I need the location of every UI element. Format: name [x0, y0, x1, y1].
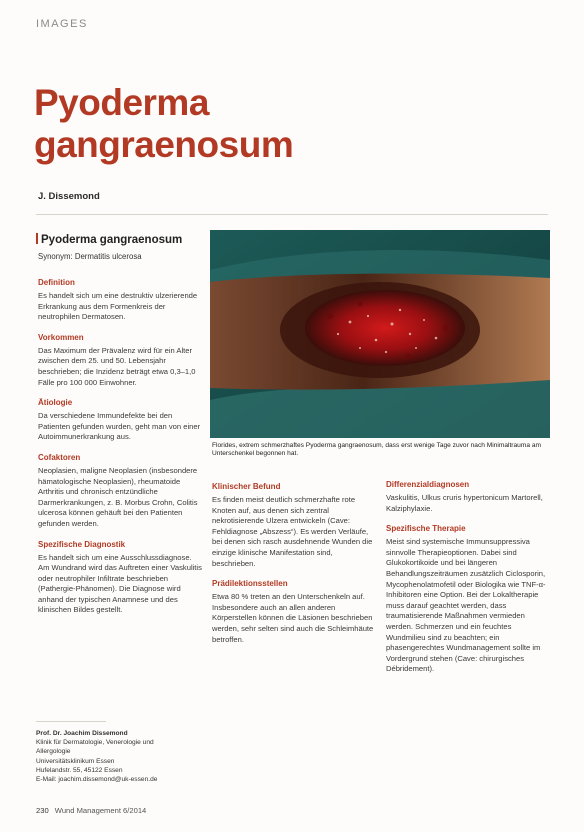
clinical-photo	[210, 230, 550, 438]
divider	[36, 214, 548, 215]
entry-title-text: Pyoderma gangraenosum	[41, 234, 183, 246]
heading-vorkommen: Vorkommen	[38, 332, 84, 342]
text-befund: Es finden meist deutlich schmerzhafte rote Knoten auf, aus denen sich zentral nekrotisierende Ulzera entwickeln (Cave: Fehldiagnose „Abszess“). Es werden Verläufe, bei denen sich rasch ausdehnende Wunden die einzige klinische Manifestation sind, beschrieben.	[212, 495, 373, 568]
affiliation-name: Prof. Dr. Joachim Dissemond	[36, 730, 128, 737]
author-name: J. Dissemond	[38, 191, 100, 202]
text-aetiologie: Da verschiedene Immundefekte bei den Patienten gefunden wurden, geht man von einer Autoimmunerkrankung aus.	[38, 411, 201, 442]
journal-name: Wund Management 6/2014	[54, 806, 147, 815]
text-definition: Es handelt sich um eine destruktiv ulzerierende Erkrankung aus dem Formenkreis der neutrophilen Dermatosen.	[38, 291, 198, 322]
affiliation-line: Klinik für Dermatologie, Venerologie und	[36, 739, 154, 747]
affiliation-email: E-Mail: joachim.dissemond@uk-essen.de	[36, 776, 158, 784]
page-number: 230	[36, 806, 49, 815]
entry-title	[36, 233, 182, 246]
heading-definition: Definition	[38, 278, 75, 287]
heading-therapie: Spezifische Therapie	[386, 524, 466, 534]
heading-befund: Klinischer Befund	[212, 482, 281, 491]
text-therapie: Meist sind systemische Immunsuppressiva sinnvolle Therapieoptionen. Dabei sind Glukokortikoide und bei längeren Behandlungszeiträumen zusätzlich Ciclosporin, Mycophenolatmofetil oder Biologika wie TNF-α-Inhibitoren eine Option. Bei der Lokaltherapie muss darauf geachtet werden, dass traumatisierende Maßnahmen vermieden werden. Schmerzen und ein feuchtes Wundmilieu sind zu beachten; ein phasengerechtes Wundmanagement sollte im Vordergrund stehen (Cave: chirurgisches Débridement).	[386, 537, 546, 674]
figure-caption: Florides, extrem schmerzhaftes Pyoderma gangraenosum, dass erst wenige Tage zuvor nach Minimaltrauma am Unterschenkel begonnen hat.	[212, 442, 541, 458]
accent-bar	[36, 233, 38, 244]
text-praedilektion: Etwa 80 % treten an den Unterschenkeln auf. Insbesondere auch an allen anderen Körperstellen können die Läsionen beschrieben werden, sehr selten sind auch die Schleimhäute betroffen.	[212, 592, 374, 644]
heading-cofaktoren: Cofaktoren	[38, 452, 81, 462]
ulcer-image	[210, 230, 550, 438]
heading-diagnostik: Spezifische Diagnostik	[38, 539, 126, 549]
text-vorkommen: Das Maximum der Prävalenz wird für ein Alter zwischen dem 25. und 50. Lebensjahr beschrieben; die Inzidenz beträgt etwa 0,3–1,0 Fälle pro 100 000 Einwohner.	[38, 345, 196, 387]
article-title	[34, 82, 293, 166]
affiliation-line: Hufelandstr. 55, 45122 Essen	[36, 766, 123, 774]
text-differenzial: Vaskulitis, Ulkus cruris hypertonicum Martorell, Kalziphylaxie.	[386, 493, 543, 513]
heading-aetiologie: Ätiologie	[38, 398, 73, 408]
text-cofaktoren: Neoplasien, maligne Neoplasien (insbesondere hämatologische Neoplasien), rheumatoide Arthritis und chronisch entzündliche Darmerkrankungen, z. B. Morbus Crohn, Colitis ulcerosa können gehäuft bei den Patienten gefunden werden.	[38, 465, 198, 528]
text-diagnostik: Es handelt sich um eine Ausschlussdiagnose. Am Wundrand wird das Auftreten einer Vaskulitis oder neutrophiler Infiltrate beschrieben (Pathergie-Phänomen). Die Diagnose wird anhand der typischen Anamnese und des klinischen Bildes gestellt.	[38, 552, 202, 615]
heading-differenzial: Differenzialdiagnosen	[386, 480, 470, 489]
synonym: Synonym: Dermatitis ulcerosa	[38, 252, 142, 261]
heading-praedilektion: Prädilektionsstellen	[212, 579, 288, 589]
affiliation-line: Universitätsklinikum Essen	[36, 757, 115, 765]
middle-column	[212, 482, 376, 655]
affiliation-line: Allergologie	[36, 748, 71, 756]
right-column	[386, 480, 550, 685]
article-title-line-1: Pyoderma	[34, 82, 209, 123]
article-title-line-2: gangraenosum	[34, 124, 294, 165]
page-footer	[36, 806, 146, 815]
author-affiliation	[36, 729, 206, 784]
signature-divider	[36, 721, 106, 722]
left-column	[38, 278, 204, 626]
section-kicker: IMAGES	[36, 18, 88, 30]
